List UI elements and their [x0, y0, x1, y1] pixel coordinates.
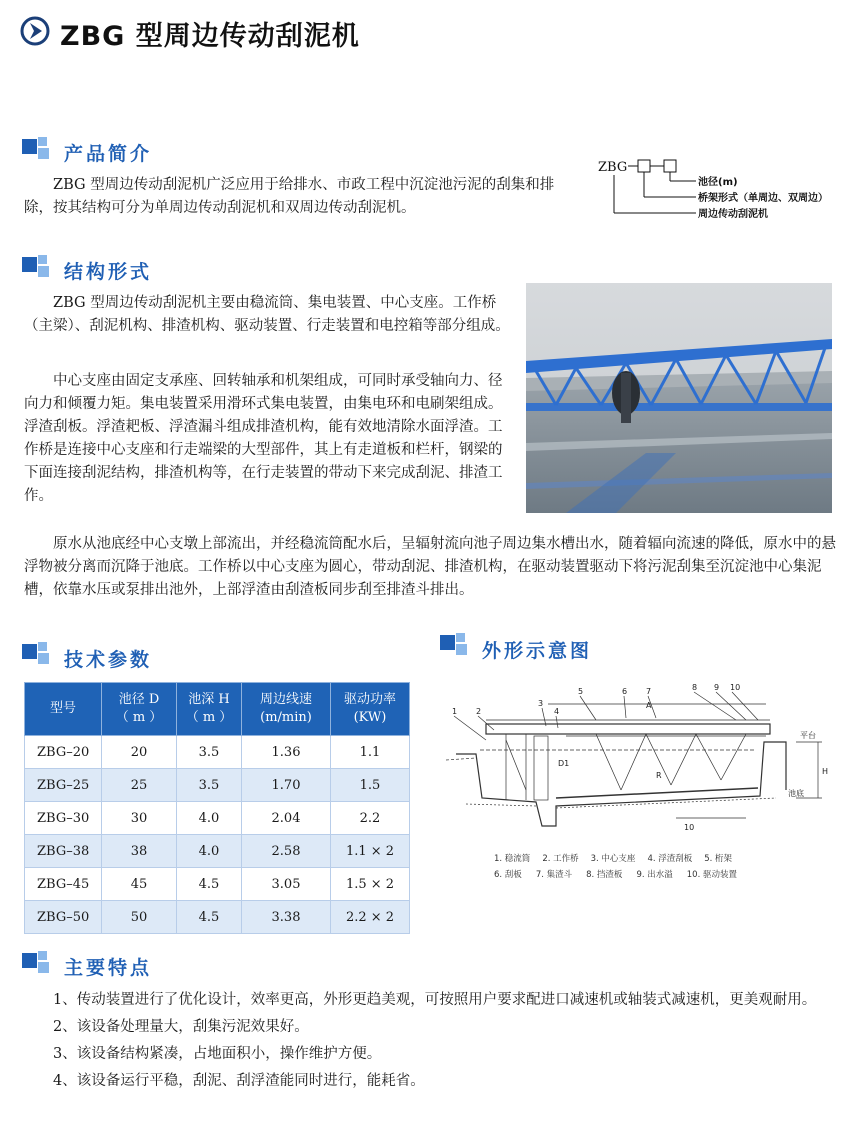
section-heading-diagram: 外形示意图: [482, 640, 593, 662]
table-row: ZBG–38 38 4.0 2.58 1.1 × 2: [25, 835, 410, 868]
svg-text:R: R: [656, 771, 662, 780]
section-squares-icon: [22, 137, 52, 163]
section-heading-features: 主要特点: [64, 957, 153, 979]
col-header-speed: 周边线速 (m/min): [242, 683, 331, 736]
table-row: ZBG–30 30 4.0 2.04 2.2: [25, 802, 410, 835]
machine-photo: [526, 283, 832, 513]
section-squares-icon: [22, 951, 52, 977]
svg-text:平台: 平台: [800, 731, 816, 740]
list-item: 2、该设备处理量大，刮集污泥效果好。: [53, 1019, 309, 1035]
model-code-prefix: ZBG: [598, 160, 628, 175]
legend-row-2: 6. 刮板 7. 集渣斗 8. 挡渣板 9. 出水溢 10. 驱动装置: [494, 870, 737, 880]
table-row: ZBG–45 45 4.5 3.05 1.5 × 2: [25, 868, 410, 901]
outline-diagram: [446, 680, 842, 880]
section-squares-icon: [22, 255, 52, 281]
col-header-depth: 池深 H （ m ）: [177, 683, 242, 736]
section-heading-params: 技术参数: [64, 649, 153, 671]
legend-row-1: 1. 稳流筒 2. 工作桥 3. 中心支座 4. 浮渣刮板 5. 桁架: [494, 854, 733, 864]
list-item: 3、该设备结构紧凑，占地面积小，操作维护方便。: [53, 1046, 382, 1062]
svg-text:10: 10: [730, 683, 741, 692]
diagram-legend: [494, 852, 834, 880]
svg-text:9: 9: [714, 683, 720, 692]
svg-text:H: H: [822, 767, 829, 776]
col-header-model: 型号: [25, 683, 102, 736]
svg-text:8: 8: [692, 683, 698, 692]
svg-text:10: 10: [684, 823, 695, 832]
features-list: [24, 989, 844, 1093]
svg-text:3: 3: [538, 699, 544, 708]
svg-text:池底: 池底: [788, 789, 804, 798]
table-row: ZBG–50 50 4.5 3.38 2.2 × 2: [25, 901, 410, 934]
model-code-label-1: 池径(m): [698, 177, 738, 188]
page-title: ZBG 型周边传动刮泥机: [60, 21, 360, 52]
svg-text:4: 4: [554, 707, 560, 716]
svg-text:A: A: [646, 701, 652, 710]
table-row: ZBG–20 20 3.5 1.36 1.1: [25, 736, 410, 769]
model-code-label-2: 桥架形式（单周边、双周边）: [698, 193, 828, 204]
structure-text-3: 原水从池底经中心支墩上部流出，并经稳流筒配水后，呈辐射流向池子周边集水槽出水，随着辐向流速的降低，原水中的悬浮物被分离而沉降于池底。工作桥以中心支座为圆心，带动刮泥、排渣机构，在驱动装置驱动下将污泥刮集至沉淀池中心集泥槽，依靠水压或泵排出池外，上部浮渣由刮渣板同步刮至排渣斗排出。: [24, 536, 836, 598]
section-heading-intro: 产品简介: [64, 143, 153, 165]
list-item: 4、该设备运行平稳，刮泥、刮浮渣能同时进行，能耗省。: [53, 1073, 425, 1089]
model-code-diagram: [596, 156, 846, 226]
intro-text: ZBG 型周边传动刮泥机广泛应用于给排水、市政工程中沉淀池污泥的刮集和排除，按其结构可分为单周边传动刮泥机和双周边传动刮泥机。: [24, 177, 555, 216]
svg-text:6: 6: [622, 687, 628, 696]
table-row: ZBG–25 25 3.5 1.70 1.5: [25, 769, 410, 802]
svg-text:D1: D1: [558, 759, 570, 768]
svg-text:5: 5: [578, 687, 584, 696]
model-code-label-3: 周边传动刮泥机: [698, 209, 768, 220]
section-squares-icon: [22, 642, 52, 668]
col-header-power: 驱动功率 (KW): [331, 683, 410, 736]
section-heading-structure: 结构形式: [64, 261, 153, 283]
col-header-diameter: 池径 D （ m ）: [102, 683, 177, 736]
svg-text:7: 7: [646, 687, 652, 696]
section-squares-icon: [440, 633, 470, 659]
svg-text:2: 2: [476, 707, 482, 716]
play-arrow-icon: [20, 16, 50, 46]
svg-text:1: 1: [452, 707, 458, 716]
list-item: 1、传动装置进行了优化设计，效率更高，外形更趋美观，可按照用户要求配进口减速机或轴装式减速机，更美观耐用。: [53, 992, 817, 1008]
params-table: [24, 682, 410, 934]
table-header-row: [25, 683, 410, 736]
structure-text-1: ZBG 型周边传动刮泥机主要由稳流筒、集电装置、中心支座。工作桥（主梁）、刮泥机构、排渣机构、驱动装置、行走装置和电控箱等部分组成。: [24, 295, 510, 334]
structure-text-2: 中心支座由固定支承座、回转轴承和机架组成，可同时承受轴向力、径向力和倾覆力矩。集电装置采用滑环式集电装置，由集电环和电刷架组成。浮渣刮板。浮渣耙板、浮渣漏斗组成排渣机构，能有效地清除水面浮渣。工作桥是连接中心支座和行走端梁的大型部件，其上有走道板和栏杆，钢梁的下面连接刮泥结构，排渣机构等，在行走装置的带动下来完成刮泥、排渣工作。: [24, 373, 503, 504]
